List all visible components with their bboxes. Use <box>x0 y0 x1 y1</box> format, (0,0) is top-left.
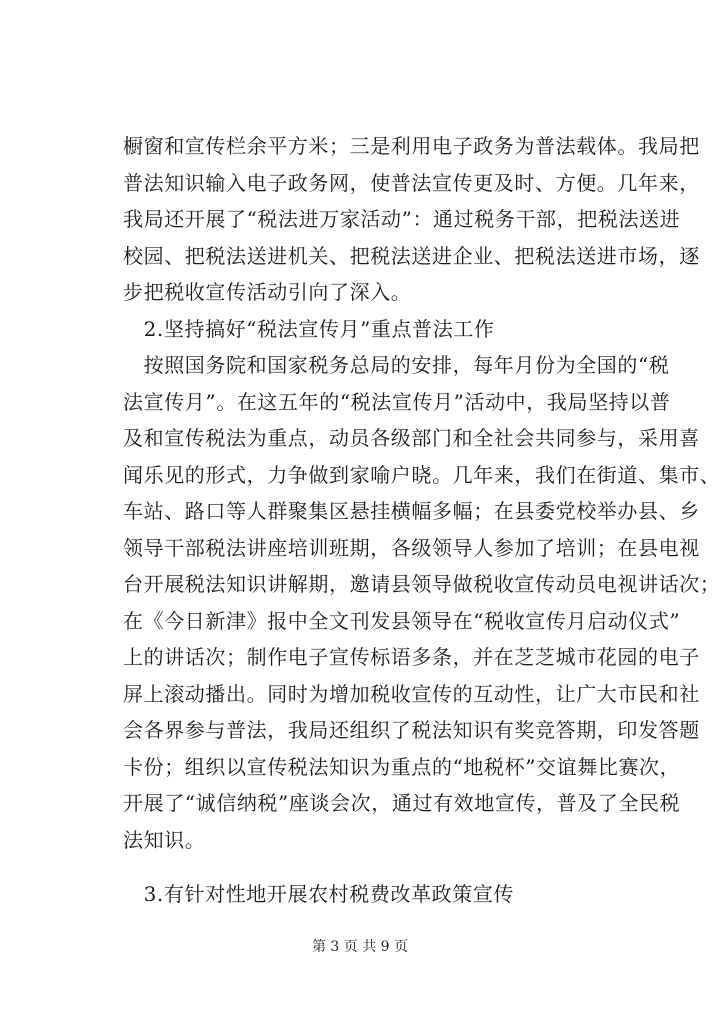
text-line: 我局还开展了“税法进万家活动”：通过税务干部，把税法送进 <box>123 207 681 231</box>
text-line: 法知识。 <box>123 827 206 852</box>
text-line: 橱窗和宣传栏余平方米；三是利用电子政务为普法载体。我局把 <box>123 134 700 158</box>
page-footer: 第 3 页 共 9 页 <box>311 939 409 955</box>
text-line: 法宣传月”。在这五年的“税法宣传月”活动中，我局坚持以普 <box>123 389 671 414</box>
text-line: 及和宣传税法为重点，动员各级部门和全社会共同参与，采用喜 <box>123 426 700 450</box>
section-heading-3: 3.有针对性地开展农村税费改革政策宣传 <box>123 882 515 906</box>
text-line: 会各界参与普法，我局还组织了税法知识有奖竞答期，印发答题 <box>123 718 700 742</box>
text-line: 台开展税法知识讲解期，邀请县领导做税收宣传动员电视讲话次； <box>123 572 720 596</box>
text-line: 按照国务院和国家税务总局的安排，每年月份为全国的“税 <box>123 353 670 377</box>
text-line: 卡份；组织以宣传税法知识为重点的“地税杯”交谊舞比赛次， <box>123 754 681 779</box>
text-line: 车站、路口等人群聚集区悬挂横幅多幅；在县委党校举办县、乡 <box>123 499 700 523</box>
section-heading-2: 2.坚持搞好“税法宣传月”重点普法工作 <box>123 316 495 341</box>
text-line: 步把税收宣传活动引向了深入。 <box>123 280 412 304</box>
text-line: 普法知识输入电子政务网，使普法宣传更及时、方便。几年来， <box>123 170 700 195</box>
text-line: 上的讲话次；制作电子宣传标语多条，并在芝芝城市花园的电子 <box>123 645 700 669</box>
body-text <box>123 128 720 913</box>
text-line: 在《今日新津》报中全文刊发县领导在“税收宣传月启动仪式” <box>123 608 681 633</box>
text-line: 领导干部税法讲座培训班期，各级领导人参加了培训；在县电视 <box>123 535 700 560</box>
text-line: 闻乐见的形式，力争做到家喻户晓。几年来，我们在街道、集市、 <box>123 462 720 487</box>
text-line: 屏上滚动播出。同时为增加税收宣传的互动性，让广大市民和社 <box>123 681 700 706</box>
text-line: 校园、把税法送进机关、把税法送进企业、把税法送进市场，逐 <box>123 243 700 268</box>
text-line: 开展了“诚信纳税”座谈会次，通过有效地宣传，普及了全民税 <box>123 791 681 815</box>
